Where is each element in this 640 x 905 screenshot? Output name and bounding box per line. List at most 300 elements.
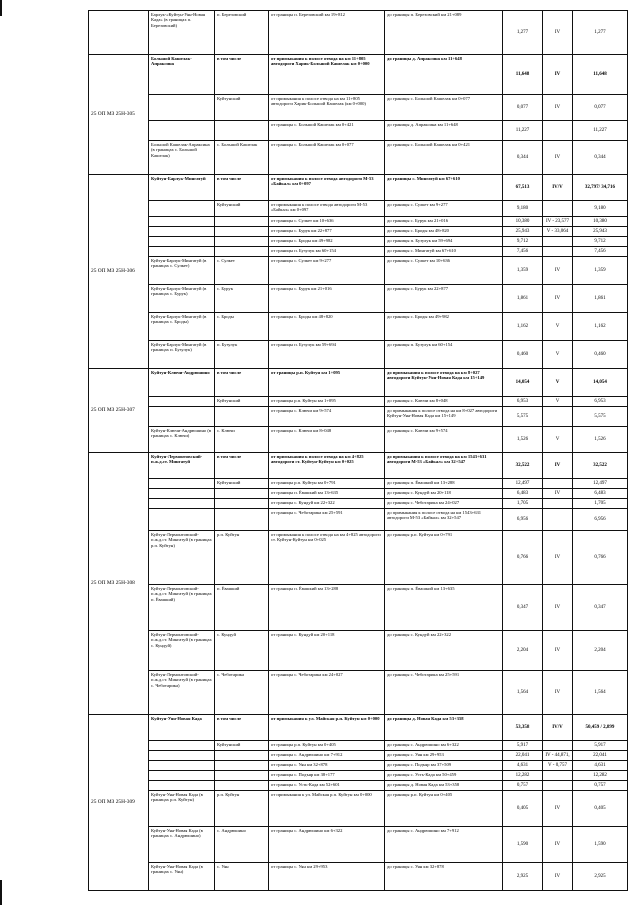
road-name-cell xyxy=(149,781,215,791)
length-cell: 25,943 xyxy=(503,227,543,237)
length-cell: 2,925 xyxy=(503,863,543,891)
table-row xyxy=(89,285,628,313)
length-cell: 0,766 xyxy=(503,531,543,585)
from-cell: от примыкания к полосе отвода на км 11+805 автодороги Харик-Большой Кашелак (км 0+000) xyxy=(269,95,385,121)
locality-cell: р.п. Куйтун xyxy=(215,791,269,827)
length-cell: 1,359 xyxy=(503,257,543,285)
locality-cell xyxy=(215,489,269,499)
category-cell: IV - 44,871, xyxy=(543,751,573,761)
length-cell: 1,564 xyxy=(503,671,543,715)
length-cell: 0,344 xyxy=(503,141,543,175)
total-cell: 32,797/ 34,716 xyxy=(573,175,628,201)
category-cell xyxy=(543,499,573,509)
total-cell: 11,648 xyxy=(573,55,628,95)
length-cell: 0,757 xyxy=(503,781,543,791)
road-name-cell xyxy=(149,397,215,407)
category-cell: V xyxy=(543,427,573,453)
road-name-cell xyxy=(149,217,215,227)
table-row xyxy=(89,631,628,671)
category-cell: IV xyxy=(543,631,573,671)
road-name-cell xyxy=(149,227,215,237)
total-cell: 1,526 xyxy=(573,427,628,453)
to-cell: до границы д. Апраксина км 11+648 xyxy=(385,121,503,141)
total-cell: 12,282 xyxy=(573,771,628,781)
from-cell: от примыкания к полосе отвода на км 11+805 автодороги Харик-Большой Кашелак км 0+000 xyxy=(269,55,385,95)
table-row xyxy=(89,407,628,427)
locality-cell: р.п. Куйтун xyxy=(215,531,269,585)
locality-cell xyxy=(215,751,269,761)
length-cell: 6,483 xyxy=(503,489,543,499)
total-cell: 2,925 xyxy=(573,863,628,891)
locality-cell: Куйтунский xyxy=(215,95,269,121)
total-cell: 1,359 xyxy=(573,257,628,285)
from-cell: от границы п. Ёвашкий км 13+635 xyxy=(269,489,385,499)
category-cell: IV xyxy=(543,531,573,585)
total-cell: 25,943 xyxy=(573,227,628,237)
category-cell: V xyxy=(543,341,573,369)
length-cell: 1,705 xyxy=(503,499,543,509)
from-cell: от границы р.п. Куйтун км 0+405 xyxy=(269,741,385,751)
total-cell: 50,459 / 2,899 xyxy=(573,715,628,741)
road-name-cell: Барлук-«Куйтун-Уян-Новая Када» (в границах п. Березовский) xyxy=(149,11,215,55)
length-cell: 6,956 xyxy=(503,509,543,531)
locality-cell xyxy=(215,407,269,427)
locality-cell: в том числе xyxy=(215,369,269,397)
road-code: 25 ОП МЗ 25Н-308 xyxy=(89,453,149,715)
road-name-cell xyxy=(149,509,215,531)
category-cell xyxy=(543,509,573,531)
table-row xyxy=(89,55,628,95)
category-cell: IV/V xyxy=(543,715,573,741)
total-cell: 0,077 xyxy=(573,95,628,121)
locality-cell xyxy=(215,121,269,141)
road-name-cell: Куйтун-Барлук-Мингатуй (в границах с. Броды) xyxy=(149,313,215,341)
road-name-cell: Куйтун-Уян-Новая Када (в границах с. Уян) xyxy=(149,863,215,891)
table-row xyxy=(89,751,628,761)
table-row xyxy=(89,499,628,509)
category-cell xyxy=(543,237,573,247)
from-cell: от границы с. Уян км 29+953 xyxy=(269,863,385,891)
locality-cell: в том числе xyxy=(215,453,269,479)
table-row xyxy=(89,341,628,369)
road-name-cell: Куйтун-Барлук-Мингатуй (в границах п. Бузулук) xyxy=(149,341,215,369)
length-cell: 12,497 xyxy=(503,479,543,489)
length-cell: 0,077 xyxy=(503,95,543,121)
table-row xyxy=(89,761,628,771)
category-cell: IV xyxy=(543,863,573,891)
total-cell: 0,347 xyxy=(573,585,628,631)
locality-cell xyxy=(215,227,269,237)
from-cell: от границы п. Березовский км 19+812 xyxy=(269,11,385,55)
to-cell: до границы п. Ёвашкий км 13+288 xyxy=(385,479,503,489)
from-cell: от границы с. Броды км 49+982 xyxy=(269,237,385,247)
from-cell: от примыкания к полосе отвода автодороги М-53 «Байкал» км 0+097 xyxy=(269,201,385,217)
total-cell: 0,405 xyxy=(573,791,628,827)
locality-cell: с. Бурук xyxy=(215,285,269,313)
binding-mark-top xyxy=(0,0,2,16)
locality-cell: с. Броды xyxy=(215,313,269,341)
table-row xyxy=(89,237,628,247)
road-name-cell xyxy=(149,761,215,771)
from-cell: от границы с. Подъяр км 38+177 xyxy=(269,771,385,781)
from-cell: от примыкания к ул. Майская р.п. Куйтун км 0+000 xyxy=(269,791,385,827)
to-cell: до границы с. Броды км 49+982 xyxy=(385,313,503,341)
road-name-cell: Куйтун-Лермонтовский-п.ж.д.ст. Мингатуй (в границах п. Ёвашкий) xyxy=(149,585,215,631)
table-row xyxy=(89,827,628,863)
from-cell: от границы с. Бурук км 22+877 xyxy=(269,227,385,237)
table-row xyxy=(89,489,628,499)
to-cell: до границы с. Ключи км 9+574 xyxy=(385,427,503,453)
road-name-cell xyxy=(149,201,215,217)
category-cell xyxy=(543,771,573,781)
total-cell: 2,204 xyxy=(573,631,628,671)
table-row xyxy=(89,531,628,585)
length-cell: 5,917 xyxy=(503,741,543,751)
road-name-cell xyxy=(149,489,215,499)
table-row xyxy=(89,781,628,791)
category-cell xyxy=(543,247,573,257)
category-cell xyxy=(543,407,573,427)
total-cell: 5,917 xyxy=(573,741,628,751)
category-cell: IV xyxy=(543,585,573,631)
table-row xyxy=(89,369,628,397)
total-cell: 1,162 xyxy=(573,313,628,341)
length-cell: 53,358 xyxy=(503,715,543,741)
total-cell: 9,180 xyxy=(573,201,628,217)
locality-cell: с. Андрюшино xyxy=(215,827,269,863)
total-cell: 0,757 xyxy=(573,781,628,791)
from-cell: от примыкания к полосе отвода на км 4+825 автодороги ст. Куйтун-Куйтун км 0+025 xyxy=(269,531,385,585)
from-cell: от границы с. Чеботарика км 25+591 xyxy=(269,509,385,531)
locality-cell: с. Уян xyxy=(215,863,269,891)
locality-cell: с. Ключи xyxy=(215,427,269,453)
from-cell: от границы п. Ёвашкий км 13+288 xyxy=(269,585,385,631)
from-cell: от границы с. Большой Кашелак км 0+077 xyxy=(269,141,385,175)
category-cell: IV xyxy=(543,489,573,499)
locality-cell: с. Сулкет xyxy=(215,257,269,285)
total-cell: 11,227 xyxy=(573,121,628,141)
length-cell: 14,054 xyxy=(503,369,543,397)
total-cell: 1,705 xyxy=(573,499,628,509)
road-name-cell: Куйтун-Лермонтовский-п.ж.д.ст. Мингатуй (в границах р.п. Куйтун) xyxy=(149,531,215,585)
locality-cell xyxy=(215,509,269,531)
road-name-cell: Куйтун-Барлук-Мингатуй (в границах с. Бурук) xyxy=(149,285,215,313)
to-cell: до границы с. Сулкет км 10+636 xyxy=(385,257,503,285)
from-cell: от границы с. Чеботарика км 24+027 xyxy=(269,671,385,715)
to-cell: до границы с. Усть-Када км 50+459 xyxy=(385,771,503,781)
road-name-cell: Куйтун-Барлук-Мингатуй (в границах с. Сулкет) xyxy=(149,257,215,285)
locality-cell: с. Чеботарика xyxy=(215,671,269,715)
road-name-cell: Куйтун-Лермонтовский-п.ж.д.ст. Мингатуй (в границах с. Чеботарика) xyxy=(149,671,215,715)
locality-cell xyxy=(215,499,269,509)
locality-cell xyxy=(215,237,269,247)
category-cell xyxy=(543,479,573,489)
category-cell: IV xyxy=(543,827,573,863)
locality-cell xyxy=(215,771,269,781)
locality-cell xyxy=(215,247,269,257)
table-row xyxy=(89,479,628,489)
table-row xyxy=(89,217,628,227)
length-cell: 0,347 xyxy=(503,585,543,631)
category-cell: V - 33,064 xyxy=(543,227,573,237)
to-cell: до примыкания к полосе отвода на км 8+027 автодороги Куйтун-Уян-Новая Када км 15+149 xyxy=(385,369,503,397)
table-row xyxy=(89,313,628,341)
locality-cell xyxy=(215,761,269,771)
category-cell xyxy=(543,781,573,791)
table-row xyxy=(89,715,628,741)
to-cell: до границы с. Кундуй км 22+322 xyxy=(385,631,503,671)
total-cell: 0,344 xyxy=(573,141,628,175)
to-cell: до границы с. Большой Кашелак км 0+077 xyxy=(385,95,503,121)
to-cell: до границы с. Броды км 48+820 xyxy=(385,227,503,237)
length-cell: 1,162 xyxy=(503,313,543,341)
length-cell: 6,953 xyxy=(503,397,543,407)
road-name-cell xyxy=(149,407,215,427)
total-cell: 6,956 xyxy=(573,509,628,531)
length-cell: 12,282 xyxy=(503,771,543,781)
total-cell: 5,575 xyxy=(573,407,628,427)
length-cell: 22,041 xyxy=(503,751,543,761)
total-cell: 22,041 xyxy=(573,751,628,761)
total-cell: 10,380 xyxy=(573,217,628,227)
to-cell: до примыкания к полосе отвода на км 8+027 автодороги Куйтун-Уян-Новая Када км 15+149 xyxy=(385,407,503,427)
road-name-cell: Куйтун-Ключи-Андрюшино (в границах с. Ключи) xyxy=(149,427,215,453)
from-cell: от примыкания к ул. Майская р.п. Куйтун км 0+000 xyxy=(269,715,385,741)
from-cell: от границы п. Бузулук км 60+154 xyxy=(269,247,385,257)
category-cell: IV xyxy=(543,671,573,715)
table-row xyxy=(89,95,628,121)
locality-cell: п. Ёвашкий xyxy=(215,585,269,631)
table-row xyxy=(89,453,628,479)
from-cell: от границы с. Ключи км 9+574 xyxy=(269,407,385,427)
length-cell: 11,648 xyxy=(503,55,543,95)
category-cell: IV xyxy=(543,11,573,55)
road-name-cell: Куйтун-Ключи-Андрюшино xyxy=(149,369,215,397)
table-row xyxy=(89,791,628,827)
to-cell: до границы п. Бузулук км 59+694 xyxy=(385,237,503,247)
total-cell: 14,054 xyxy=(573,369,628,397)
table-row xyxy=(89,257,628,285)
category-cell: IV xyxy=(543,55,573,95)
road-name-cell: Куйтун-Барлук-Мингатуй xyxy=(149,175,215,201)
locality-cell xyxy=(215,217,269,227)
to-cell: до границы с. Сулкет км 9+277 xyxy=(385,201,503,217)
category-cell: V xyxy=(543,369,573,397)
to-cell: до границы д. Апраксина км 11+648 xyxy=(385,55,503,95)
to-cell: до границы с. Мингатуй км 67+610 xyxy=(385,175,503,201)
total-cell: 7,456 xyxy=(573,247,628,257)
locality-cell: с. Большой Кашелак xyxy=(215,141,269,175)
to-cell: до границы с. Ключи км 8+048 xyxy=(385,397,503,407)
to-cell: до границы с. Большой Кашелак км 0+421 xyxy=(385,141,503,175)
total-cell: 32,522 xyxy=(573,453,628,479)
table-row xyxy=(89,427,628,453)
road-name-cell xyxy=(149,741,215,751)
table-row xyxy=(89,247,628,257)
total-cell: 0,460 xyxy=(573,341,628,369)
road-name-cell: Куйтун-Уян-Новая Када (в границах с. Андрюшино) xyxy=(149,827,215,863)
to-cell: до границы с. Андрюшино км 6+322 xyxy=(385,741,503,751)
length-cell: 0,405 xyxy=(503,791,543,827)
table-row xyxy=(89,863,628,891)
length-cell: 1,277 xyxy=(503,11,543,55)
road-name-cell: Куйтун-Уян-Новая Када (в границах р.п. Куйтун) xyxy=(149,791,215,827)
to-cell: до границы с. Уян км 29+953 xyxy=(385,751,503,761)
from-cell: от границы с. Броды км 48+820 xyxy=(269,313,385,341)
to-cell: до примыкания к полосе отвода на км 1543+631 автодороги М-53 «Байкал» км 32+547 xyxy=(385,509,503,531)
category-cell xyxy=(543,121,573,141)
from-cell: от границы с. Ключи км 8+048 xyxy=(269,427,385,453)
table-row xyxy=(89,741,628,751)
locality-cell: п. Бузулук xyxy=(215,341,269,369)
from-cell: от границы с. Уян км 32+878 xyxy=(269,761,385,771)
total-cell: 0,766 xyxy=(573,531,628,585)
length-cell: 2,204 xyxy=(503,631,543,671)
to-cell: до границы с. Кундуй км 20+118 xyxy=(385,489,503,499)
to-cell: до границы д. Новая Када км 53+358 xyxy=(385,715,503,741)
locality-cell: Куйтунский xyxy=(215,201,269,217)
road-name-cell xyxy=(149,479,215,489)
category-cell: IV xyxy=(543,95,573,121)
length-cell: 1,590 xyxy=(503,827,543,863)
binding-mark-bottom xyxy=(0,880,2,905)
table-row xyxy=(89,11,628,55)
length-cell: 11,227 xyxy=(503,121,543,141)
locality-cell: Куйтунский xyxy=(215,397,269,407)
to-cell: до границы с. Бурук км 21+016 xyxy=(385,217,503,227)
to-cell: до границы д. Новая Када км 53+358 xyxy=(385,781,503,791)
total-cell: 9,712 xyxy=(573,237,628,247)
road-code xyxy=(89,11,149,55)
from-cell: от границы с. Бурук км 21+016 xyxy=(269,285,385,313)
table-row xyxy=(89,175,628,201)
category-cell: IV xyxy=(543,285,573,313)
table-row xyxy=(89,509,628,531)
length-cell: 1,861 xyxy=(503,285,543,313)
to-cell: до границы с. Чеботарика км 24+027 xyxy=(385,499,503,509)
from-cell: от границы р.п. Куйтун км 1+095 xyxy=(269,369,385,397)
from-cell: от границы п. Бузулук км 59+694 xyxy=(269,341,385,369)
locality-cell: в том числе xyxy=(215,55,269,95)
road-name-cell xyxy=(149,247,215,257)
locality-cell xyxy=(215,781,269,791)
from-cell: от границы р.п. Куйтун км 0+791 xyxy=(269,479,385,489)
road-name-cell: Большой Кашелак-Апраксина (в границах с. Большой Кашелак) xyxy=(149,141,215,175)
table-row xyxy=(89,201,628,217)
length-cell: 9,180 xyxy=(503,201,543,217)
to-cell: до границы с. Уян км 32+878 xyxy=(385,863,503,891)
to-cell: до границы п. Бузулук км 60+154 xyxy=(385,341,503,369)
table-row xyxy=(89,121,628,141)
length-cell: 10,380 xyxy=(503,217,543,227)
road-name-cell xyxy=(149,237,215,247)
to-cell: до примыкания к полосе отвода на км 1543+631 автодороги М-53 «Байкал» км 32+547 xyxy=(385,453,503,479)
locality-cell: в том числе xyxy=(215,715,269,741)
road-name-cell: Куйтун-Лермонтовский-п.ж.д.ст. Мингатуй (в границах с. Кундуй) xyxy=(149,631,215,671)
from-cell: от границы с. Андрюшино км 6+322 xyxy=(269,827,385,863)
from-cell: от границы с. Кундуй км 20+118 xyxy=(269,631,385,671)
road-code: 25 ОП МЗ 25Н-306 xyxy=(89,175,149,369)
to-cell: до границы п. Березовский км 21+089 xyxy=(385,11,503,55)
road-name-cell xyxy=(149,751,215,761)
roads-table xyxy=(88,10,628,891)
to-cell: до границы с. Бурук км 22+877 xyxy=(385,285,503,313)
from-cell: от границы с. Сулкет км 9+277 xyxy=(269,257,385,285)
category-cell: V - 0,757 xyxy=(543,761,573,771)
locality-cell: Куйтунский xyxy=(215,479,269,489)
category-cell xyxy=(543,741,573,751)
table-row xyxy=(89,227,628,237)
road-name-cell xyxy=(149,95,215,121)
from-cell: от границы с. Кундуй км 22+322 xyxy=(269,499,385,509)
table-row xyxy=(89,771,628,781)
road-name-cell: Куйтун-Уян-Новая Када xyxy=(149,715,215,741)
locality-cell: п. Березовский xyxy=(215,11,269,55)
from-cell: от границы с. Большой Кашелак км 0+421 xyxy=(269,121,385,141)
category-cell: IV xyxy=(543,453,573,479)
category-cell: V xyxy=(543,397,573,407)
category-cell: V xyxy=(543,313,573,341)
total-cell: 1,590 xyxy=(573,827,628,863)
from-cell: от границы с. Сулкет км 10+636 xyxy=(269,217,385,227)
from-cell: от примыкания к полосе отвода на км 4+825 автодороги ст. Куйтун-Куйтун км 0+025 xyxy=(269,453,385,479)
from-cell: от границы с. Усть-Када км 52+601 xyxy=(269,781,385,791)
to-cell: до границы с. Мингатуй км 67+610 xyxy=(385,247,503,257)
total-cell: 1,861 xyxy=(573,285,628,313)
category-cell: IV xyxy=(543,141,573,175)
total-cell: 1,277 xyxy=(573,11,628,55)
length-cell: 4,631 xyxy=(503,761,543,771)
locality-cell: Куйтунский xyxy=(215,741,269,751)
length-cell: 9,712 xyxy=(503,237,543,247)
to-cell: до границы п. Ёвашкий км 13+635 xyxy=(385,585,503,631)
length-cell: 5,575 xyxy=(503,407,543,427)
category-cell: IV xyxy=(543,791,573,827)
road-name-cell xyxy=(149,771,215,781)
table-row xyxy=(89,141,628,175)
from-cell: от примыкания к полосе отвода автодороги М-53 «Байкал» км 0+097 xyxy=(269,175,385,201)
to-cell: до границы р.п. Куйтун км 0+405 xyxy=(385,791,503,827)
road-name-cell xyxy=(149,121,215,141)
total-cell: 12,497 xyxy=(573,479,628,489)
locality-cell: с. Кундуй xyxy=(215,631,269,671)
locality-cell: в том числе xyxy=(215,175,269,201)
total-cell: 4,631 xyxy=(573,761,628,771)
table-row xyxy=(89,671,628,715)
total-cell: 6,953 xyxy=(573,397,628,407)
category-cell xyxy=(543,201,573,217)
length-cell: 0,460 xyxy=(503,341,543,369)
length-cell: 32,522 xyxy=(503,453,543,479)
total-cell: 6,483 xyxy=(573,489,628,499)
road-code: 25 ОП МЗ 25Н-307 xyxy=(89,369,149,453)
table-row xyxy=(89,585,628,631)
from-cell: от границы с. Андрюшино км 7+912 xyxy=(269,751,385,761)
road-code: 25 ОП МЗ 25Н-305 xyxy=(89,55,149,175)
road-name-cell: Куйтун-Лермонтовский-п.ж.д.ст. Мингатуй xyxy=(149,453,215,479)
road-name-cell: Большой Кашелак-Апраксина xyxy=(149,55,215,95)
length-cell: 67,513 xyxy=(503,175,543,201)
road-name-cell xyxy=(149,499,215,509)
road-code: 25 ОП МЗ 25Н-309 xyxy=(89,715,149,891)
category-cell: IV - 23,577 xyxy=(543,217,573,227)
to-cell: до границы с. Андрюшино км 7+912 xyxy=(385,827,503,863)
total-cell: 1,564 xyxy=(573,671,628,715)
length-cell: 1,526 xyxy=(503,427,543,453)
from-cell: от границы р.п. Куйтун км 1+095 xyxy=(269,397,385,407)
to-cell: до границы с. Подъяр км 37+509 xyxy=(385,761,503,771)
category-cell: IV xyxy=(543,257,573,285)
